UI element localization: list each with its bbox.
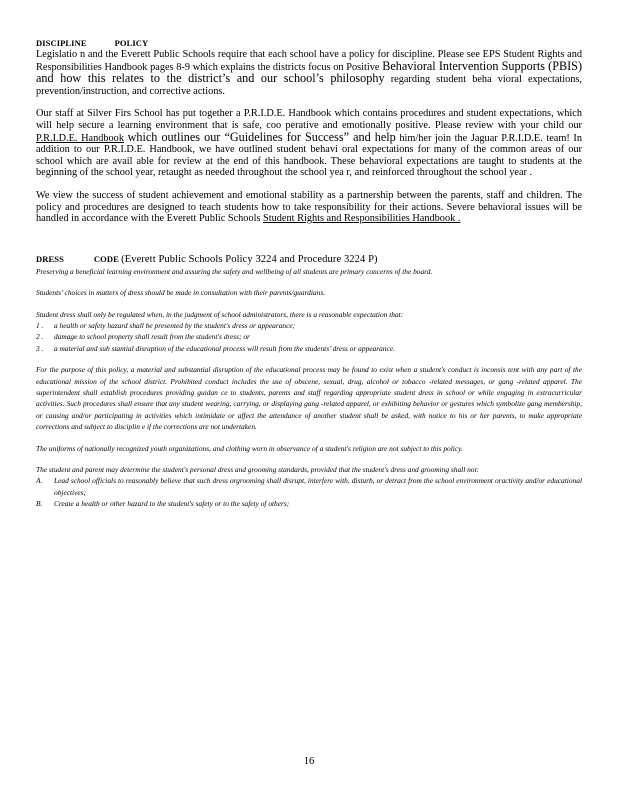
list-item: 2 . damage to school property shall result from the student's dress; or [36,332,250,342]
dress-code-heading-word-2: CODE [93,253,119,264]
list-item: 3 . a material and sub stantial disruption of the educational process will result from the students’ dress or appearance. [36,343,395,353]
guidelines-emphasis: which outlines our “Guidelines for Success” and help [127,129,396,144]
discipline-paragraph-2: Our staff at Silver Firs School has put together a P.R.I.D.E. Handbook which contains procedures and student expectations, which will help secure a learning environment that is safe, coo perative and emotionally positive. Please review with your child our P.R.I.D.E. Handbook which outlines our “Guidelines for Success” and help him/her join the Jaguar P.R.I.D.E. team! In addition to our P.R.I.D.E. Handbook, we have outlined student behavi oral expectations for many of the common areas of our school which are avail able for review at the end of this handbook. These behavioral expectations are taught to students at the beginning of the school year, retaught as needed throughout the school yea r, and reinforced throughout the school year . [36,108,582,179]
dress-code-paragraph-6: The student and parent may determine the student's personal dress and grooming standards, provided that the student's dress and grooming shall not: [36,465,480,474]
dress-code-paragraph-3: Student dress shall only be regulated when, in the judgment of school administrators, there is a reasonable expectation that: [36,309,404,319]
dress-code-policy-reference: (Everett Public Schools Policy 3224 and Procedure 3224 P) [121,253,378,265]
pride-handbook-link[interactable]: P.R.I.D.E. Handbook [36,132,124,144]
student-rights-handbook-link[interactable]: Student Rights and Responsibilities Handbook . [263,213,461,225]
list-item: 1 . a health or safety hazard shall be presented by the student's dress or appearance; [36,320,296,330]
list-item: A. Lead school officials to reasonably believe that such dress orgrooming shall disrupt, interfere with, disturb, or detract from the school environment oractivity and/or educational objectives; [36,476,582,497]
discipline-heading-word-1: DISCIPLINE [36,38,87,48]
regulation-conditions-list [36,320,582,354]
discipline-paragraph-1: Legislatio n and the Everett Public Schools require that each school have a policy for discipline. Please see EPS Student Rights and Responsibilities Handbook pages 8-9 which explains the districts focus on Positive Behavioral Intervention Supports (PBIS) and how this relates to the district’s and our school’s philosophy regarding student beha vioral expectations, prevention/instruction, and corrective actions. [36,49,583,97]
dress-code-paragraph-2: Students’ choices in matters of dress should be made in consultation with their parents/guardians. [36,288,326,298]
dress-code-paragraph-5: The uniforms of nationally recognized youth organizations, and clothing worn in observance of a student's religion are not subject to this policy. [36,443,463,453]
dress-code-paragraph-4: For the purpose of this policy, a material and substantial disruption of the educational process may be found to exist when a student's conduct is inconsis tent with any part of the educational mission of the school district. Prohibited conduct includes the use of obscene, sexual, drug, alcohol or tobacco -related messages, or gang -related apparel. The superintendent shall establish procedures providing guidan ce to students, parents and staff regarding appropriate student dress in school or while engaging in extracurricular activities. Such procedures shall ensure that any student wearing, carrying, or displaying gang -related apparel, or exhibiting behavior or gestures which symbolize gang membership, or causing and/or participating in activities which intimidate or affect the attendance of another student shall be asked, with notice to his or her parents, to make appropriate corrections and subject to disciplin e if the corrections are not undertaken. [36,365,582,432]
list-item: B. Create a health or other hazard to the student's safety or to the safety of others; [36,499,290,509]
grooming-standards-list [36,475,582,509]
page-number: 16 [303,756,315,767]
dress-code-heading-word-1: DRESS [36,253,64,264]
discipline-paragraph-3: We view the success of student achievement and emotional stability as a partnership between the parents, staff and children. The policy and procedures are designed to teach students how to take responsibility for their actions. Severe behavioral issues will be handled in accordance with the Everett Public Schools Student Rights and Responsibilities Handbook . [36,189,582,225]
discipline-heading-word-2: POLICY [114,38,149,48]
pbis-emphasis: Behavioral Intervention Supports (PBIS) and how this relates to the district’s and our school’s philosophy [36,58,583,86]
document-page [36,34,582,510]
discipline-heading [36,38,582,48]
dress-code-paragraph-1: Preserving a beneficial learning environment and assuring the safety and wellbeing of all students are primary concerns of the board. [36,266,433,276]
dress-code-heading [36,254,582,265]
